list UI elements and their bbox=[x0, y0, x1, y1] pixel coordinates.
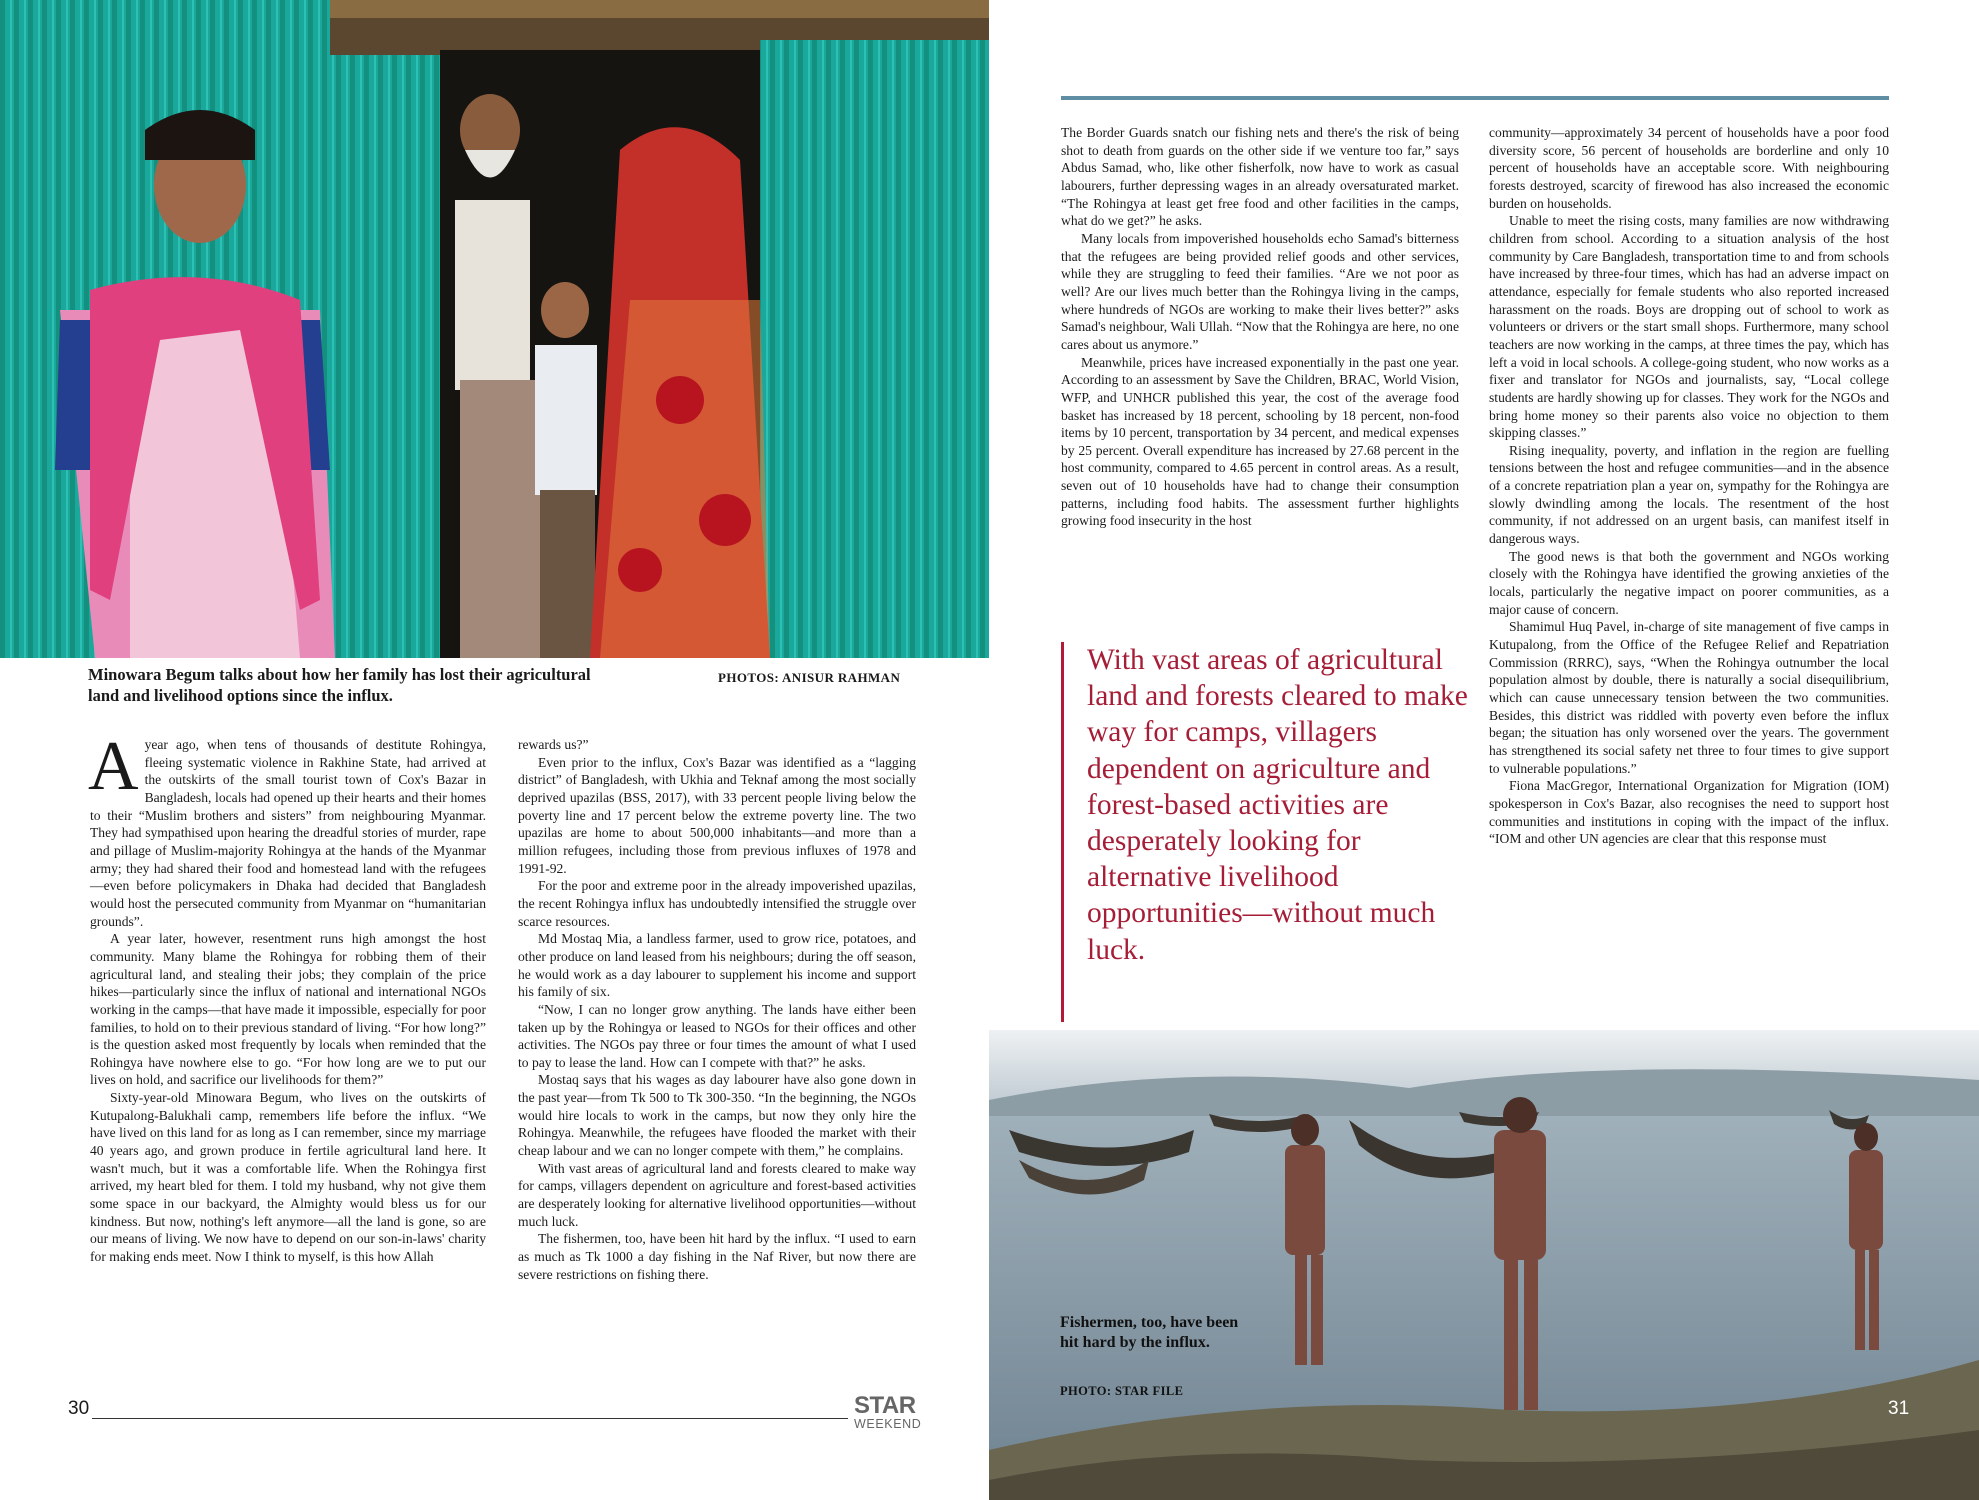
logo-star: STAR bbox=[854, 1392, 916, 1419]
article-paragraph: Mostaq says that his wages as day labourer have also gone down in the past year—from Tk 500 to Tk 300-350. “In the beginning, the NGOs would hire locals to work in the camps, but now they only hire the Rohingya. Meanwhile, the refugees have flooded the market with their cheap labour and we can no longer compete with them,” he complains. bbox=[518, 1072, 916, 1159]
pull-quote-text: With vast areas of agricultural land and forests cleared to make way for camps, villagers dependent on agriculture and forest-based activities are desperately looking for alternative livelihood opportunities—without much luck. bbox=[1087, 644, 1468, 966]
article-paragraph: Shamimul Huq Pavel, in-charge of site management of five camps in Kutupalong, from the Office of the Refugee Relief and Repatriation Commission (RRRC), says, “When the Rohingya outnumber the local population almost by double, there is naturally a social disequilibrium, which can cause unnecessary tension between the two communities. Besides, this district was riddled with poverty even before the influx began; the situation has only worsened over the years. The government has strengthened its social safety net three to four times to give support to vulnerable populations.” bbox=[1489, 619, 1889, 776]
pull-quote bbox=[1061, 642, 1474, 1022]
page-number-left: 30 bbox=[68, 1398, 90, 1419]
article-paragraph: Unable to meet the rising costs, many families are now withdrawing children from school. According to a situation analysis of the host community by Care Bangladesh, transportation time to and from schools have increased by three-four times, which has had an adverse impact on attendance, especially for female students who also reported increased harassment on the roads. Boys are dropping out of school to work as volunteers or drivers or the start small shops. Furthermore, many school teachers are now working in the camps, at three times the pay, which has left a void in local schools. A college-going student, who now works as a fixer and translator for NGOs and journalists, say, “Local college students are hardly showing up for classes. They work for the NGOs and bring home money so their parents also voice no objection to them skipping classes.” bbox=[1489, 213, 1889, 441]
photo-credit-2: PHOTO: STAR FILE bbox=[1060, 1384, 1184, 1398]
article-paragraph: A year ago, when tens of thousands of destitute Rohingya, fleeing systematic violence in Rakhine State, had arrived at the outskirts of the small tourist town of Cox's Bazar in Bangladesh, locals had opened up their hearts and their homes to their “Muslim brothers and sisters” from neighbouring Myanmar. They had sympathised upon hearing the dreadful stories of murder, rape and pillage of Muslim-majority Rohingya at the hands of the Myanmar army; they had shared their food and homestead land with the refugees—even before policymakers in Dhaka had decided that Bangladesh would host the persecuted community from Myanmar on “humanitarian grounds”. bbox=[88, 728, 486, 929]
article-paragraph: The good news is that both the government and NGOs working closely with the Rohingya have identified the growing anxieties of the locals, particularly the negative impact on poorer communities, as a major cause of concern. bbox=[1489, 548, 1889, 617]
star-weekend-logo bbox=[854, 1394, 921, 1431]
drop-cap: A bbox=[88, 728, 139, 805]
article-paragraph: For the poor and extreme poor in the already impoverished upazilas, the recent Rohingya influx has undoubtedly intensified the struggle over scarce resources. bbox=[518, 878, 916, 929]
article-paragraph: The fishermen, too, have been hit hard by the influx. “I used to earn as much as Tk 1000 a day fishing in the Naf River, but now there are severe restrictions on fishing there. bbox=[518, 1231, 916, 1282]
article-paragraph: Sixty-year-old Minowara Begum, who lives on the outskirts of Kutupalong-Balukhali camp, remembers life before the influx. “We have lived on this land for as long as I can remember, since my marriage 40 years ago, and grown produce in fertile agricultural land here. It wasn't much, but it was a comfortable life. When the Rohingya first arrived, my heart bled for them. I told my husband, why not give them some space in our backyard, the Almighty would bless us for our kindness. But now, nothing's left anymore—all the land is gone, so are our means of living. We now have to depend on our son-in-laws' charity for making ends meet. Now I think to myself, is this how Allah bbox=[90, 1090, 486, 1265]
border-guards-photo bbox=[989, 1030, 1979, 1500]
logo-weekend: WEEKEND bbox=[854, 1417, 922, 1431]
article-paragraph: Rising inequality, poverty, and inflation in the region are fuelling tensions between the host and refugee communities—and in the absence of a concrete repatriation plan a year on, sympathy for the Rohingya are slowly dwindling among the locals. The resentment of the host community, if not addressed on an urgent basis, can manifest itself in dangerous ways. bbox=[1489, 442, 1889, 547]
article-column-1 bbox=[88, 728, 486, 1266]
photo-caption-2: Fishermen, too, have been hit hard by the influx. bbox=[1060, 1314, 1239, 1351]
page-number-right: 31 bbox=[1888, 1398, 1910, 1419]
article-paragraph: A year later, however, resentment runs high amongst the host community. Many blame the Rohingya for robbing them of their agricultural land, and stealing their jobs; they complain of the price hikes—particularly since the influx of national and international NGOs working in the camps—that have made it impossible, especially for poor families, to hold on to their previous standard of living. “For how long?” is the question asked most frequently by locals when reminded that the Rohingya have nowhere else to go. “For how long are we to put our lives on hold, and sacrifice our livelihoods for them?” bbox=[90, 931, 486, 1088]
article-paragraph: With vast areas of agricultural land and forests cleared to make way for camps, villagers dependent on agriculture and forest-based activities are desperately looking for alternative livelihood opportunities—without much luck. bbox=[518, 1160, 916, 1229]
article-paragraph: Meanwhile, prices have increased exponentially in the past one year. According to an assessment by Save the Children, BRAC, World Vision, WFP, and UNHCR published this year, the cost of the average food basket has increased by 18 percent, schooling by 18 percent, non-food items by 10 percent, transportation by 34 percent, and medical expenses by 25 percent. Overall expenditure has increased by 27.68 percent in the host community, compared to 4.65 percent in control areas. As a result, seven out of 10 households have had to change their consumption patterns, including food habits. The assessment further highlights growing food insecurity in the host bbox=[1061, 354, 1459, 529]
article-paragraph: The Border Guards snatch our fishing nets and there's the risk of being shot to death from guards on the other side if we venture too far,” says Abdus Samad, who, like other fisherfolk, now have to work as casual labourers, further depressing wages in an already oversaturated market. “The Rohingya at least get free food and other facilities in the camps, what do we get?” he asks. bbox=[1061, 125, 1459, 229]
article-column-2 bbox=[518, 736, 916, 1283]
article-paragraph: Fiona MacGregor, International Organization for Migration (IOM) spokesperson in Cox's Bazar, also recognises the need to support host communities and institutions in coping with the impact of the influx. “IOM and other UN agencies are clear that this response must bbox=[1489, 778, 1889, 847]
header-rule bbox=[1061, 96, 1889, 100]
article-paragraph: Even prior to the influx, Cox's Bazar was identified as a “lagging district” of Bangladesh, with Ukhia and Teknaf among the most socially deprived upazilas (BSS, 2017), with 33 percent people living below the poverty line and 17 percent below the extreme poverty line. The two upazilas are home to about 500,000 inhabitants—and more than a million refugees, including those from previous influxes of 1978 and 1991-92. bbox=[518, 754, 916, 876]
footer-rule bbox=[92, 1418, 848, 1419]
photo-credit: PHOTOS: ANISUR RAHMAN bbox=[718, 670, 901, 685]
article-paragraph: Md Mostaq Mia, a landless farmer, used to grow rice, potatoes, and other produce on land leased from his neighbours; during the off season, he would work as a day labourer to supplement his income and support his family of six. bbox=[518, 931, 916, 1000]
photo-caption: Minowara Begum talks about how her family has lost their agricultural land and livelihood options since the influx. bbox=[88, 665, 591, 705]
family-doorway-photo bbox=[0, 0, 989, 658]
article-column-3 bbox=[1061, 124, 1459, 530]
article-paragraph: “Now, I can no longer grow anything. The lands have either been taken up by the Rohingya or leased to NGOs for their offices and other activities. The NGOs pay three or four times the amount of what I used to pay to lease the land. How can I compete with that?” he asks. bbox=[518, 1001, 916, 1070]
article-paragraph: rewards us?” bbox=[518, 737, 589, 752]
article-column-4 bbox=[1489, 124, 1889, 848]
article-paragraph: community—approximately 34 percent of households have a poor food diversity score, 56 percent of households are borderline and only 10 percent of households have an acceptable score. With neighbouring forests destroyed, scarcity of firewood has also increased the economic burden on households. bbox=[1489, 125, 1889, 211]
article-paragraph: Many locals from impoverished households echo Samad's bitterness that the refugees are being provided relief goods and other services, while they are struggling to feed their families. “Are we not poor as well? Are our lives much better than the Rohingya living in the camps, where hundreds of NGOs are working to make their lives better?” asks Samad's neighbour, Wali Ullah. “Now that the Rohingya are here, no one cares about us anymore.” bbox=[1061, 230, 1459, 352]
